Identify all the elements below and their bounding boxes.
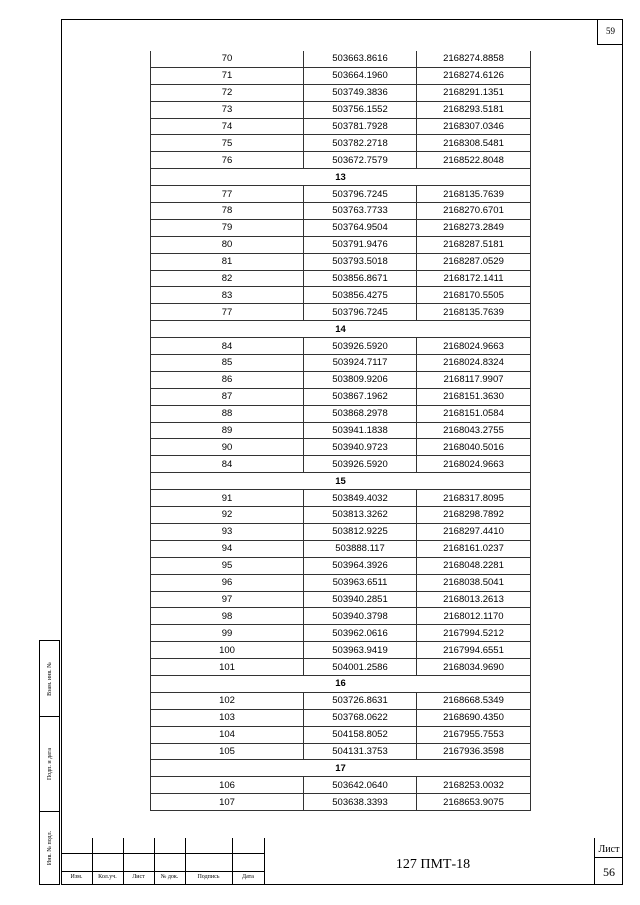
coord-y: 2168317.8095 (417, 490, 531, 507)
table-row (151, 355, 531, 372)
coord-y: 2168274.8858 (417, 51, 531, 67)
hdr-list: Лист (132, 874, 145, 880)
coord-y: 2168253.0032 (417, 777, 531, 794)
side-label-vzam: Взам. инв. № (46, 661, 53, 696)
table-row (151, 490, 531, 507)
coord-y: 2168013.2613 (417, 591, 531, 608)
group-header-row (151, 169, 531, 186)
coord-x: 503888.117 (304, 540, 417, 557)
coord-y: 2168297.4410 (417, 523, 531, 540)
coord-x: 503941.1838 (304, 422, 417, 439)
coord-y: 2168522.8048 (417, 152, 531, 169)
coord-x: 503749.3836 (304, 84, 417, 101)
coord-y: 2167955.7553 (417, 726, 531, 743)
table-row (151, 794, 531, 811)
coord-x: 503924.7117 (304, 355, 417, 372)
coord-x: 503638.3393 (304, 794, 417, 811)
coord-x: 503940.9723 (304, 439, 417, 456)
table-row (151, 523, 531, 540)
coord-y: 2168307.0346 (417, 118, 531, 135)
point-number: 107 (151, 794, 304, 811)
group-label: 16 (151, 675, 531, 692)
table-row (151, 203, 531, 220)
table-row (151, 67, 531, 84)
coord-x: 503764.9504 (304, 219, 417, 236)
table-row (151, 608, 531, 625)
coord-y: 2168034.9690 (417, 659, 531, 676)
coord-y: 2168308.5481 (417, 135, 531, 152)
coord-y: 2168135.7639 (417, 304, 531, 321)
coord-y: 2167994.6551 (417, 642, 531, 659)
table-row (151, 152, 531, 169)
table-row (151, 709, 531, 726)
coord-x: 503756.1552 (304, 101, 417, 118)
table-row (151, 388, 531, 405)
point-number: 91 (151, 490, 304, 507)
point-number: 82 (151, 270, 304, 287)
table-row (151, 84, 531, 101)
point-number: 98 (151, 608, 304, 625)
table-row (151, 591, 531, 608)
point-number: 104 (151, 726, 304, 743)
coord-x: 503663.8616 (304, 51, 417, 67)
coord-y: 2168161.0237 (417, 540, 531, 557)
table-row (151, 777, 531, 794)
coord-y: 2168287.5181 (417, 236, 531, 253)
coord-y: 2168040.5016 (417, 439, 531, 456)
point-number: 76 (151, 152, 304, 169)
table-row (151, 101, 531, 118)
hdr-ndok: № док. (160, 874, 179, 880)
coord-y: 2168273.2849 (417, 219, 531, 236)
coord-x: 503849.4032 (304, 490, 417, 507)
hdr-data: Дата (242, 874, 254, 880)
coord-x: 503940.3798 (304, 608, 417, 625)
coord-y: 2168172.1411 (417, 270, 531, 287)
coord-x: 503726.8631 (304, 692, 417, 709)
point-number: 83 (151, 287, 304, 304)
title-block (61, 838, 623, 885)
table-row (151, 642, 531, 659)
sheet-box (594, 838, 623, 885)
point-number: 97 (151, 591, 304, 608)
table-row (151, 219, 531, 236)
table-row (151, 371, 531, 388)
group-header-row (151, 675, 531, 692)
table-row (151, 186, 531, 203)
point-number: 72 (151, 84, 304, 101)
coord-x: 503642.0640 (304, 777, 417, 794)
point-number: 87 (151, 388, 304, 405)
table-row (151, 507, 531, 524)
table-row (151, 135, 531, 152)
point-number: 80 (151, 236, 304, 253)
coord-y: 2168151.3630 (417, 388, 531, 405)
group-header-row (151, 760, 531, 777)
coord-y: 2168298.7892 (417, 507, 531, 524)
coord-x: 503963.6511 (304, 574, 417, 591)
coord-y: 2168170.5505 (417, 287, 531, 304)
hdr-izm: Изм. (70, 874, 83, 880)
side-stamp (39, 640, 61, 885)
table-row (151, 692, 531, 709)
coordinates-table (150, 51, 531, 811)
point-number: 78 (151, 203, 304, 220)
coord-x: 503782.2718 (304, 135, 417, 152)
coord-y: 2168653.9075 (417, 794, 531, 811)
point-number: 90 (151, 439, 304, 456)
table-row (151, 236, 531, 253)
hdr-podpis: Подпись (197, 874, 220, 880)
page-number: 59 (597, 19, 623, 45)
point-number: 74 (151, 118, 304, 135)
group-label: 14 (151, 321, 531, 338)
point-number: 86 (151, 371, 304, 388)
table-row (151, 726, 531, 743)
coord-x: 503856.4275 (304, 287, 417, 304)
coord-x: 503813.3262 (304, 507, 417, 524)
point-number: 105 (151, 743, 304, 760)
coord-x: 503856.8671 (304, 270, 417, 287)
coord-x: 503791.9476 (304, 236, 417, 253)
point-number: 93 (151, 523, 304, 540)
group-header-row (151, 321, 531, 338)
table-row (151, 659, 531, 676)
document-code: 127 ПМТ-18 (395, 857, 471, 872)
table-row (151, 405, 531, 422)
point-number: 84 (151, 456, 304, 473)
coord-x: 503664.1960 (304, 67, 417, 84)
point-number: 94 (151, 540, 304, 557)
coord-y: 2168048.2281 (417, 557, 531, 574)
coord-y: 2167994.5212 (417, 625, 531, 642)
coord-y: 2168024.8324 (417, 355, 531, 372)
group-label: 17 (151, 760, 531, 777)
point-number: 85 (151, 355, 304, 372)
table-row (151, 540, 531, 557)
coord-x: 503796.7245 (304, 304, 417, 321)
point-number: 100 (151, 642, 304, 659)
point-number: 101 (151, 659, 304, 676)
coord-x: 503964.3926 (304, 557, 417, 574)
coord-y: 2167936.3598 (417, 743, 531, 760)
point-number: 81 (151, 253, 304, 270)
coord-x: 503781.7928 (304, 118, 417, 135)
point-number: 84 (151, 338, 304, 355)
table-row (151, 270, 531, 287)
table-row (151, 287, 531, 304)
point-number: 71 (151, 67, 304, 84)
coord-x: 504158.8052 (304, 726, 417, 743)
point-number: 96 (151, 574, 304, 591)
coord-x: 503793.5018 (304, 253, 417, 270)
table-row (151, 51, 531, 67)
table-row (151, 422, 531, 439)
point-number: 70 (151, 51, 304, 67)
coord-x: 503926.5920 (304, 456, 417, 473)
table-row (151, 253, 531, 270)
point-number: 92 (151, 507, 304, 524)
point-number: 75 (151, 135, 304, 152)
point-number: 89 (151, 422, 304, 439)
table-row (151, 625, 531, 642)
point-number: 73 (151, 101, 304, 118)
coord-y: 2168043.2755 (417, 422, 531, 439)
group-label: 13 (151, 169, 531, 186)
coord-y: 2168012.1170 (417, 608, 531, 625)
point-number: 102 (151, 692, 304, 709)
table-row (151, 743, 531, 760)
coord-y: 2168293.5181 (417, 101, 531, 118)
coord-y: 2168024.9663 (417, 456, 531, 473)
sheet-label: Лист (598, 844, 620, 855)
coord-x: 503962.0616 (304, 625, 417, 642)
coord-x: 503868.2978 (304, 405, 417, 422)
coord-x: 503796.7245 (304, 186, 417, 203)
table-row (151, 557, 531, 574)
table-row (151, 338, 531, 355)
coord-y: 2168038.5041 (417, 574, 531, 591)
point-number: 95 (151, 557, 304, 574)
coord-x: 504131.3753 (304, 743, 417, 760)
side-cell-inv (39, 811, 60, 885)
coord-x: 503672.7579 (304, 152, 417, 169)
side-label-podp: Подп. и дата (46, 747, 53, 781)
coord-y: 2168690.4350 (417, 709, 531, 726)
coord-y: 2168287.0529 (417, 253, 531, 270)
hdr-kolvo: Кол.уч. (98, 874, 117, 880)
coord-x: 503940.2851 (304, 591, 417, 608)
point-number: 77 (151, 304, 304, 321)
point-number: 99 (151, 625, 304, 642)
coord-y: 2168291.1351 (417, 84, 531, 101)
table-row (151, 456, 531, 473)
coord-x: 503812.9225 (304, 523, 417, 540)
coord-x: 503768.0622 (304, 709, 417, 726)
coord-y: 2168117.9907 (417, 371, 531, 388)
table-row (151, 439, 531, 456)
table-row (151, 118, 531, 135)
coord-y: 2168274.6126 (417, 67, 531, 84)
sheet-number: 56 (603, 865, 615, 879)
group-header-row (151, 473, 531, 490)
table-row (151, 574, 531, 591)
point-number: 106 (151, 777, 304, 794)
coord-y: 2168270.6701 (417, 203, 531, 220)
coord-x: 503926.5920 (304, 338, 417, 355)
group-label: 15 (151, 473, 531, 490)
table-row (151, 304, 531, 321)
coord-x: 503809.9206 (304, 371, 417, 388)
point-number: 79 (151, 219, 304, 236)
point-number: 77 (151, 186, 304, 203)
side-label-inv: Инв. № подл. (46, 830, 53, 866)
side-cell-vzam (39, 640, 60, 717)
coord-x: 503867.1962 (304, 388, 417, 405)
coord-x: 503963.9419 (304, 642, 417, 659)
revision-grid (61, 838, 264, 885)
coord-x: 504001.2586 (304, 659, 417, 676)
coord-y: 2168668.5349 (417, 692, 531, 709)
point-number: 88 (151, 405, 304, 422)
coord-x: 503763.7733 (304, 203, 417, 220)
point-number: 103 (151, 709, 304, 726)
coord-y: 2168024.9663 (417, 338, 531, 355)
side-cell-podp (39, 716, 60, 812)
coord-y: 2168151.0584 (417, 405, 531, 422)
coord-y: 2168135.7639 (417, 186, 531, 203)
